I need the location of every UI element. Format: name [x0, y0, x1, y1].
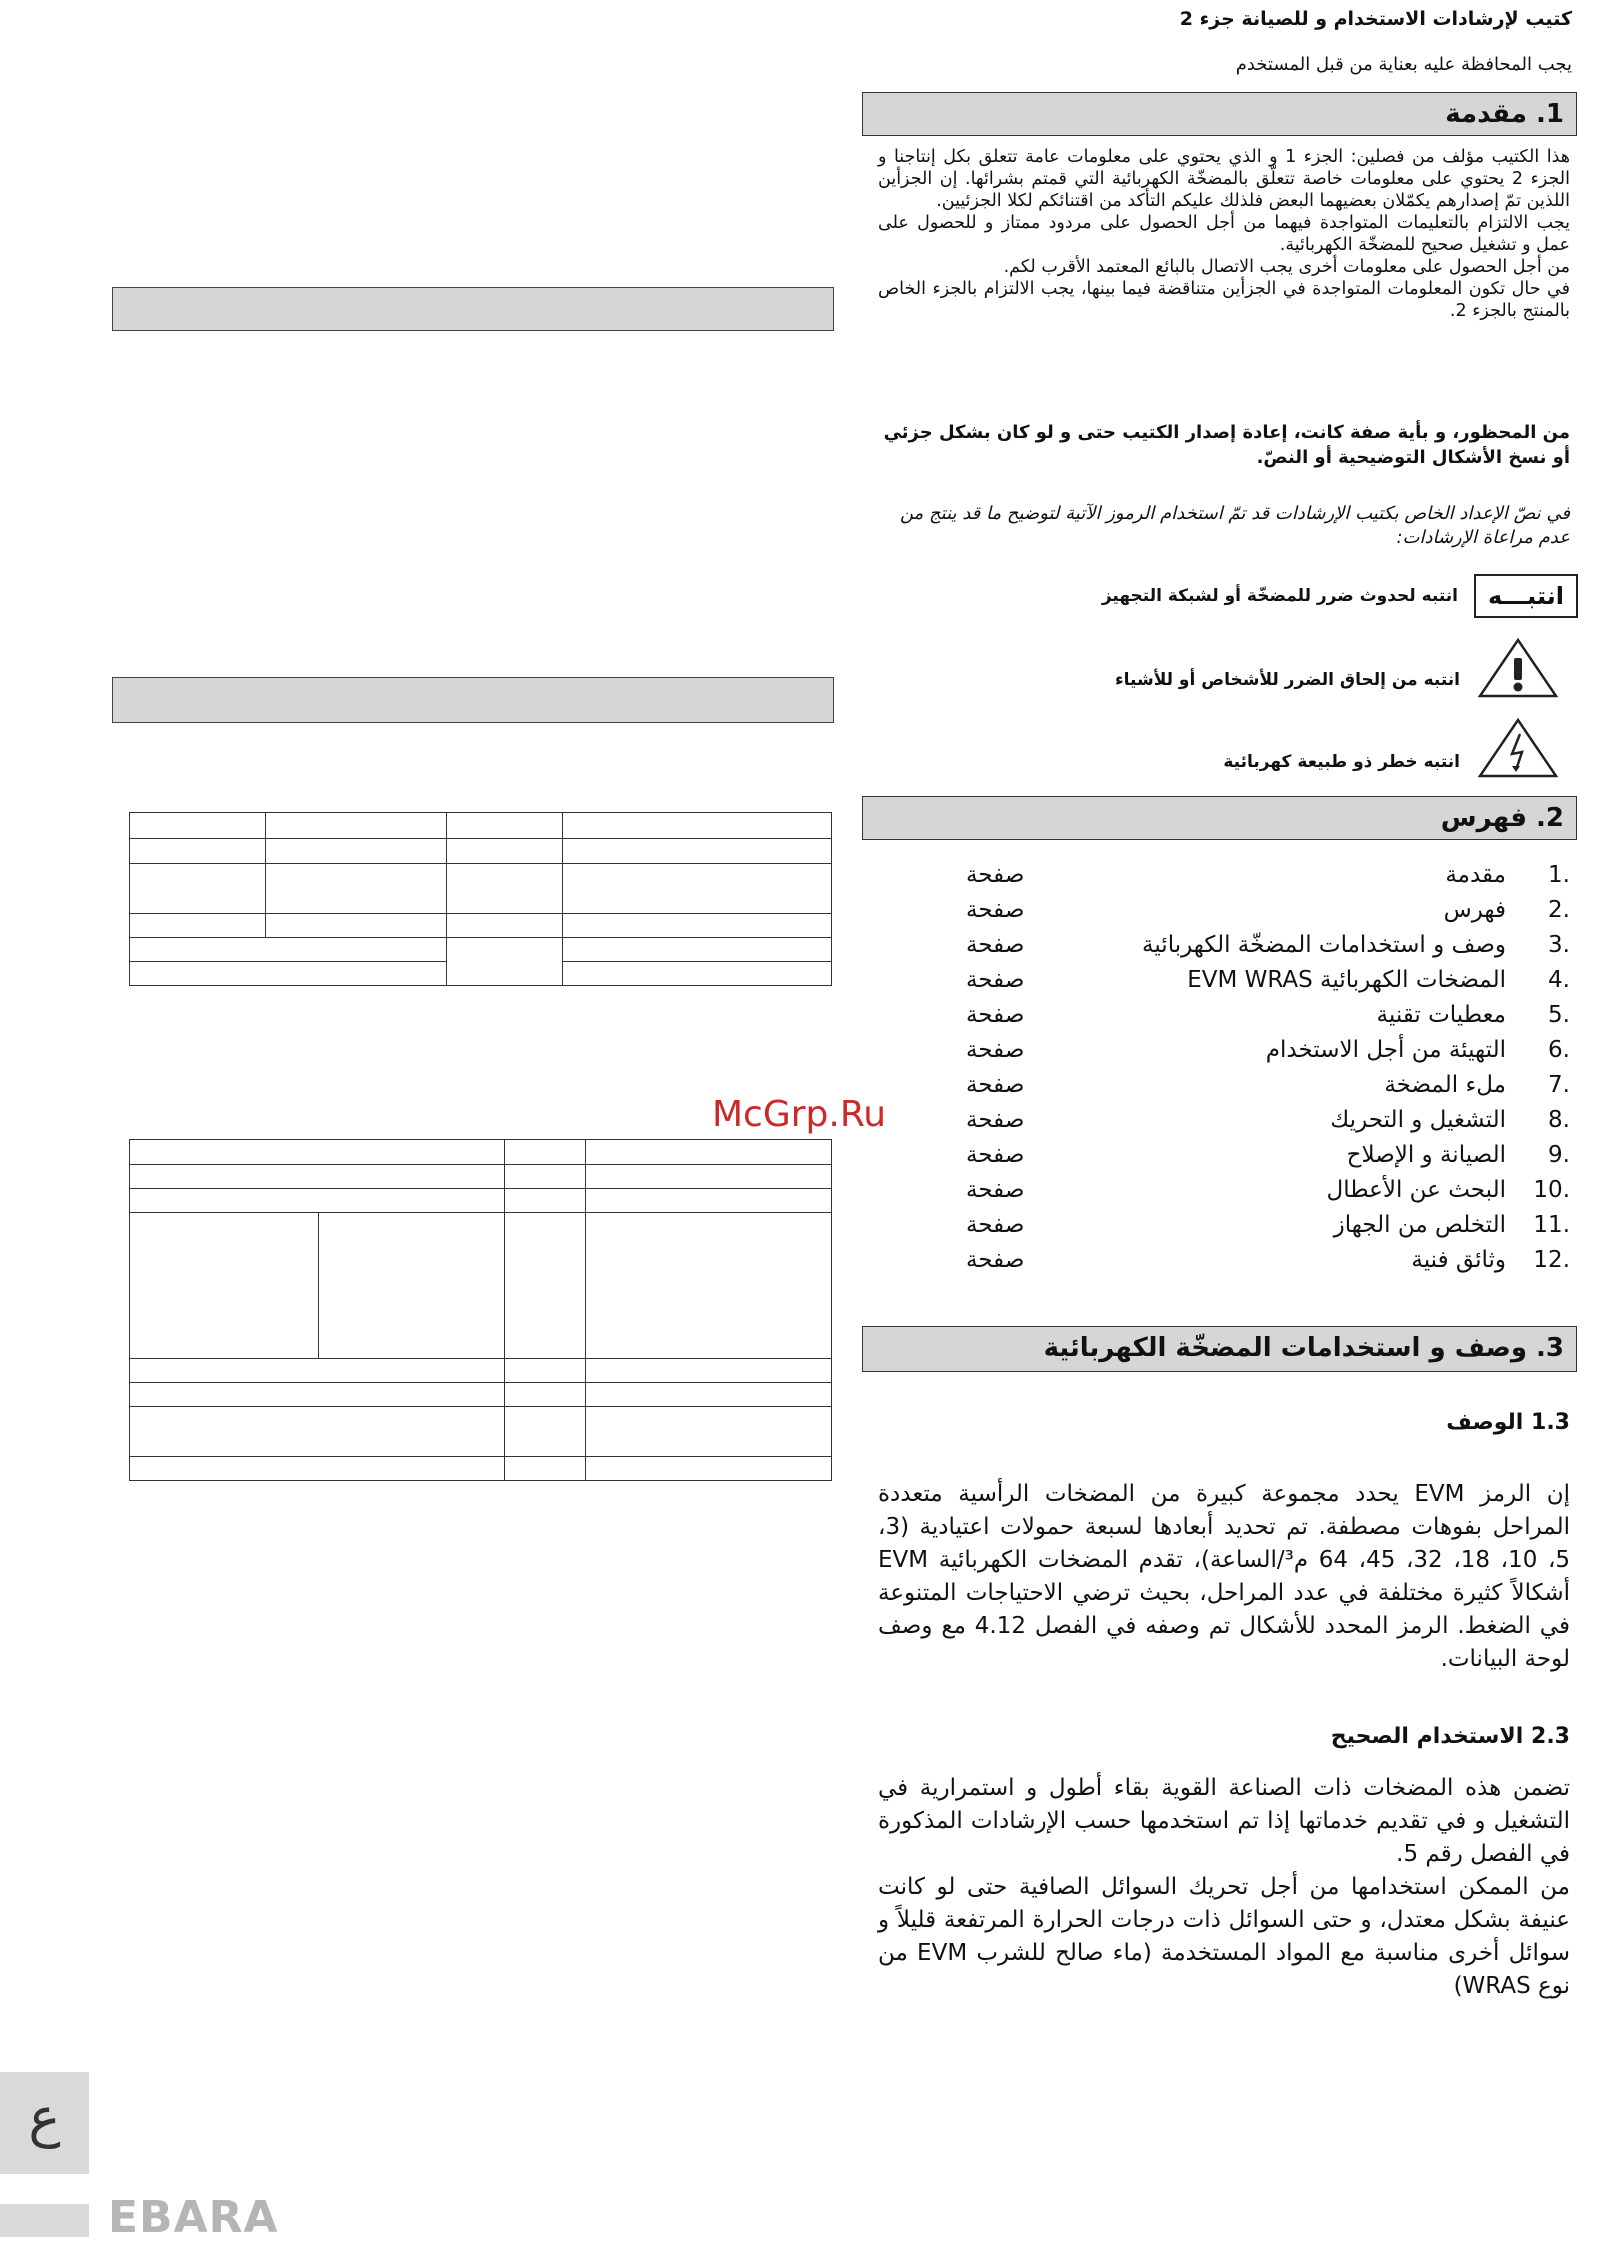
section-3-title: 3. وصف و استخدامات المضخّة الكهربائية — [1043, 1333, 1564, 1363]
left-empty-header-bar-1 — [112, 287, 834, 331]
toc-item-8: 8. التشغيل و التحريك صفحة — [966, 1107, 1570, 1133]
toc-item-6: 6. التهيئة من أجل الاستخدام صفحة — [966, 1037, 1570, 1063]
page-marker-tab — [0, 2072, 89, 2174]
warning-damage-equipment: انتبه لحدوث ضرر للمضخّة أو لشبكة التجهيز — [1101, 586, 1458, 606]
notice-box-icon: انتبـــه — [1474, 574, 1578, 618]
prohibition-note: من المحظور، و بأية صفة كانت، إعادة إصدار الكتيب حتى و لو كان بشكل جزئي أو نسخ الأشكال التوضيحية أو النصّ. — [883, 422, 1570, 468]
toc-item-4: 4. المضخات الكهربائية EVM WRAS صفحة — [966, 967, 1570, 993]
toc-item-12: 12. وثائق فنية صفحة — [966, 1247, 1570, 1273]
document-title: كتيب لإرشادات الاستخدام و للصيانة جزء 2 — [1179, 8, 1572, 30]
intro-paragraph-4: في حال تكون المعلومات المتواجدة في الجزأين متناقضة فيما بينها، يجب الالتزام بالجزء الخاص بالمنتج بالجزء 2. — [878, 279, 1570, 321]
correct-use-text — [878, 1772, 1570, 2003]
section-1-title: 1. مقدمة — [1445, 99, 1564, 129]
warning-electrical: انتبه خطر ذو طبيعة كهربائية — [1223, 752, 1460, 772]
document-subtitle: يجب المحافظة عليه بعناية من قبل المستخدم — [1235, 54, 1572, 75]
warning-harm-persons: انتبه من إلحاق الضرر للأشخاص أو للأشياء — [1114, 670, 1460, 690]
section-3-header — [862, 1326, 1577, 1372]
subsection-2-3-title: 2.3 الاستخدام الصحيح — [1330, 1724, 1570, 1749]
symbols-intro: في نصّ الإعداد الخاص بكتيب الإرشادات قد تمّ استخدام الرموز الآتية لتوضيح ما قد ينتج من عدم مراعاة الإرشادات: — [899, 503, 1570, 548]
toc-item-11: 11. التخلص من الجهاز صفحة — [966, 1212, 1570, 1238]
toc-item-3: 3. وصف و استخدامات المضخّة الكهربائية صفحة — [966, 932, 1570, 958]
table-of-contents — [966, 858, 1570, 1278]
empty-table-2 — [129, 1139, 832, 1481]
toc-item-2: 2. فهرس صفحة — [966, 897, 1570, 923]
intro-paragraph-1: هذا الكتيب مؤلف من فصلين: الجزء 1 و الذي يحتوي على معلومات عامة تتعلق بكل إنتاجنا و الجزء 2 يحتوي على معلومات خاصة تتعلّق بالمضخّة الكهربائية التي قمتم بشرائها. إن الجزأين اللذين تمّ إصدارهم يكمّلان بعضيهما البعض فلذلك عليكم التأكد من اقتنائكم لكلا الجزئيين. — [878, 147, 1570, 211]
toc-item-5: 5. معطيات تقنية صفحة — [966, 1002, 1570, 1028]
toc-item-10: 10. البحث عن الأعطال صفحة — [966, 1177, 1570, 1203]
watermark: McGrp.Ru — [712, 1094, 887, 1135]
intro-text — [878, 146, 1570, 322]
section-2-header — [862, 796, 1577, 840]
toc-item-1: 1. مقدمة صفحة — [966, 862, 1570, 888]
subsection-1-3-title: 1.3 الوصف — [1446, 1410, 1570, 1435]
correct-use-paragraph-1: تضمن هذه المضخات ذات الصناعة القوية بقاء أطول و استمرارية في التشغيل و في تقديم خدماتها إذا تم استخدمها حسب الإرشادات المذكورة في الفصل رقم 5. — [878, 1775, 1570, 1867]
correct-use-paragraph-2: من الممكن استخدامها من أجل تحريك السوائل الصافية حتى لو كانت عنيفة بشكل معتدل، و حتى السوائل ذات درجات الحرارة المرتفعة قليلاً و سوائل أخرى مناسبة مع المواد المستخدمة (ماء صالح للشرب EVM من نوع WRAS) — [878, 1874, 1571, 1999]
section-1-header — [862, 92, 1577, 136]
empty-table-1 — [129, 812, 832, 986]
electric-hazard-triangle-icon — [1476, 716, 1560, 780]
left-empty-header-bar-2 — [112, 677, 834, 723]
exclamation-triangle-icon — [1476, 636, 1560, 700]
description-text: إن الرمز EVM يحدد مجموعة كبيرة من المضخات الرأسية متعددة المراحل بفوهات مصطفة. تم تحديد أبعادها لسبعة حمولات اعتيادية (3، 5، 10، 18، 32، 45، 64 م³/الساعة)، تقدم المضخات الكهربائية EVM أشكالاً كثيرة مختلفة في عدد المراحل، بحيث ترضي الاحتياجات المتنوعة في الضغط. الرمز المحدد للأشكال تم وصفه في الفصل 4.12 مع وصف لوحة البيانات. — [878, 1481, 1571, 1672]
intro-paragraph-3: من أجل الحصول على معلومات أخرى يجب الاتصال بالبائع المعتمد الأقرب لكم. — [1003, 257, 1570, 277]
page-marker: ع — [28, 2086, 61, 2149]
section-2-title: 2. فهرس — [1440, 803, 1564, 833]
toc-item-9: 9. الصيانة و الإصلاح صفحة — [966, 1142, 1570, 1168]
toc-item-7: 7. ملء المضخة صفحة — [966, 1072, 1570, 1098]
footer-strip — [0, 2204, 89, 2237]
intro-paragraph-2: يجب الالتزام بالتعليمات المتواجدة فيهما من أجل الحصول على مردود ممتاز و للحصول على عمل و تشغيل صحيح للمضخّة الكهربائية. — [878, 213, 1570, 255]
ebara-logo: EBARA — [108, 2192, 279, 2243]
